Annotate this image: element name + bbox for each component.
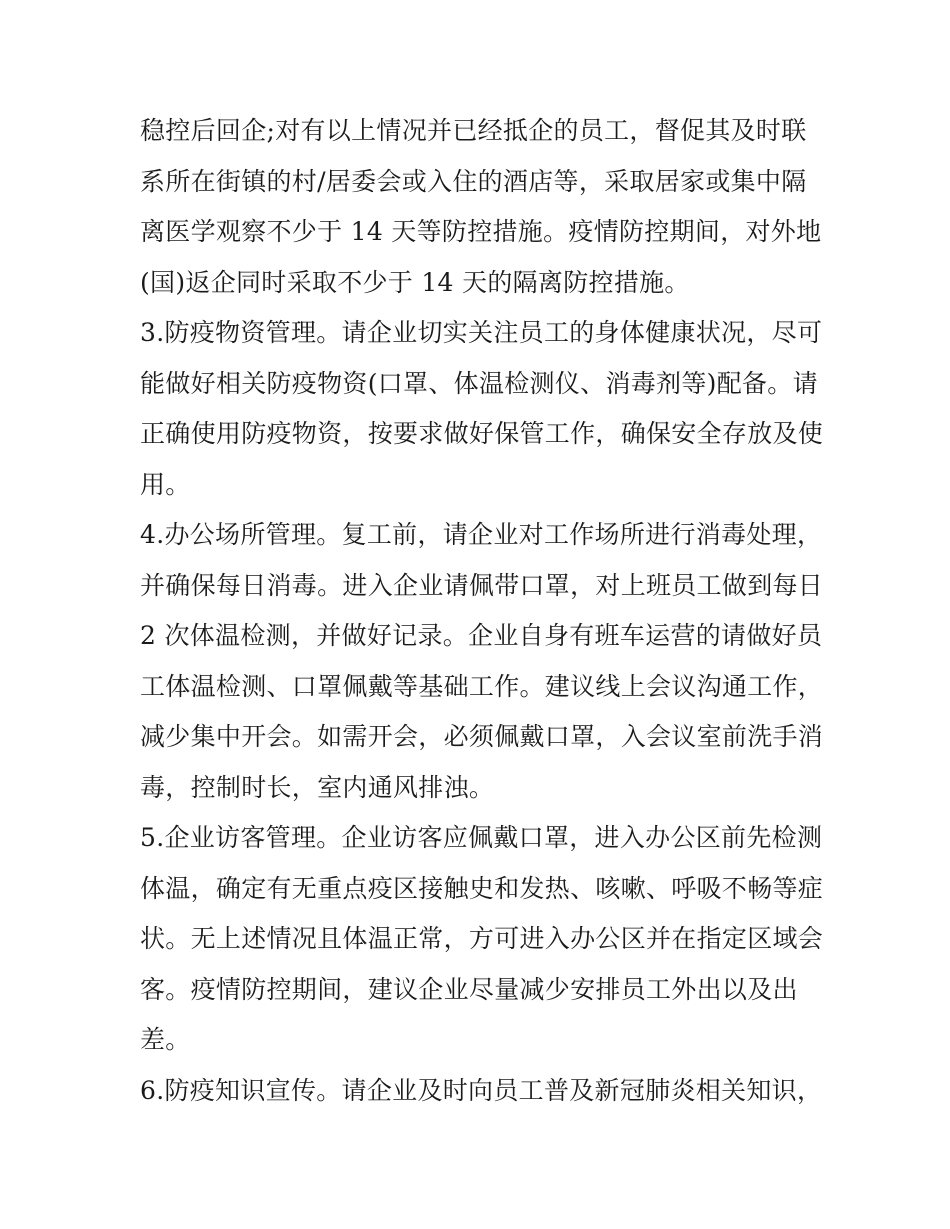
text-line: 减少集中开会。如需开会，必须佩戴口罩，入会议室前洗手消	[140, 722, 824, 751]
text-line: (国)返企同时采取不少于 14 天的隔离防控措施。	[140, 267, 690, 297]
text-line: 毒，控制时长，室内通风排浊。	[140, 772, 495, 802]
text-line: 稳控后回企;对有以上情况并已经抵企的员工，督促其及时联	[140, 116, 807, 145]
text-line: 离医学观察不少于 14 天等防控措施。疫情防控期间，对外地	[140, 217, 822, 246]
section-3-line: 3.防疫物资管理。请企业切实关注员工的身体健康状况，尽可	[140, 318, 823, 347]
text-line: 并确保每日消毒。进入企业请佩带口罩，对上班员工做到每日	[140, 570, 824, 600]
text-line: 差。	[140, 1025, 191, 1054]
section-6-line: 6.防疫知识宣传。请企业及时向员工普及新冠肺炎相关知识，	[140, 1075, 823, 1105]
section-5-line: 5.企业访客管理。企业访客应佩戴口罩，进入办公区前先检测	[140, 823, 823, 852]
text-line: 工体温检测、口罩佩戴等基础工作。建议线上会议沟通工作，	[140, 671, 824, 701]
document-body	[140, 106, 824, 1116]
text-line: 系所在街镇的村/居委会或入住的酒店等，采取居家或集中隔	[140, 166, 807, 196]
text-line: 用。	[140, 469, 191, 499]
text-line: 体温，确定有无重点疫区接触史和发热、咳嗽、呼吸不畅等症	[140, 873, 824, 903]
text-line: 能做好相关防疫物资(口罩、体温检测仪、消毒剂等)配备。请	[140, 368, 818, 398]
text-line: 状。无上述情况且体温正常，方可进入办公区并在指定区域会	[140, 924, 824, 953]
text-line: 正确使用防疫物资，按要求做好保管工作，确保安全存放及使	[140, 419, 824, 448]
text-line: 2 次体温检测，并做好记录。企业自身有班车运营的请做好员	[140, 621, 823, 650]
text-line: 客。疫情防控期间，建议企业尽量减少安排员工外出以及出	[140, 974, 798, 1004]
section-4-line: 4.办公场所管理。复工前，请企业对工作场所进行消毒处理，	[140, 520, 823, 549]
